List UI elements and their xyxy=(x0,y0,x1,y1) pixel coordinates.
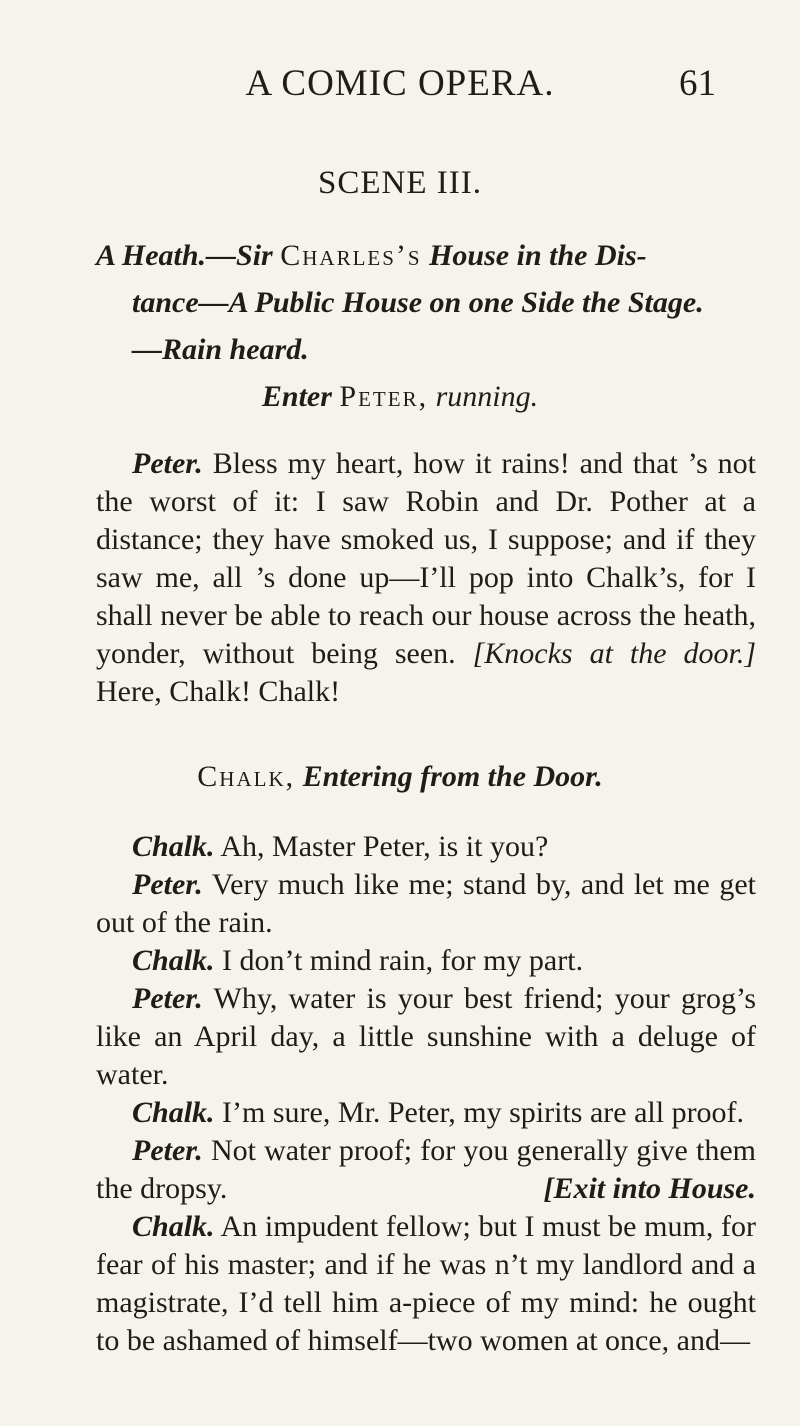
page-number: 61 xyxy=(679,63,716,104)
speaker-name: Peter. xyxy=(132,982,203,1015)
speaker-name: Chalk. xyxy=(132,1210,215,1243)
line-text: Ah, Master Peter, is it you? xyxy=(214,830,549,863)
inline-stage-direction: [Knocks at the door.] xyxy=(472,637,757,670)
setting-charles: Charles’s xyxy=(280,239,422,272)
direction-running: running. xyxy=(435,380,539,413)
running-head xyxy=(0,62,800,112)
setting-line-3: —Rain heard. xyxy=(132,333,309,366)
speaker-name: Peter. xyxy=(132,868,203,901)
speaker-name: Peter. xyxy=(132,447,203,480)
scene-heading: SCENE III. xyxy=(318,165,482,201)
stage-direction-chalk-enters xyxy=(0,760,800,794)
speech-text-end: Here, Chalk! Chalk! xyxy=(96,675,341,708)
dialogue-line xyxy=(96,1208,756,1360)
line-text: Not water proof; for you generally give them the dropsy. xyxy=(96,1134,756,1205)
dialogue-line xyxy=(96,942,756,980)
speaker-name: Chalk. xyxy=(132,944,215,977)
dialogue-line xyxy=(96,1094,756,1132)
stage-direction-enter-peter xyxy=(0,380,800,414)
speech-text: Bless my heart, how it rains! and that ’s not the worst of it: I saw Robin and Dr. Pother at a distance; they have smoked us, I suppose; and if they saw me, all ’s done up—I’ll pop into Chalk’s, for I shall never be able to reach our house across the heath, yonder, without being seen. xyxy=(96,447,756,670)
dialogue-line xyxy=(96,866,756,942)
direction-entering: Entering from the Door. xyxy=(302,760,603,793)
dialogue-line xyxy=(96,1132,756,1208)
speaker-name: Chalk. xyxy=(132,1096,215,1129)
dialogue-block xyxy=(96,828,756,1360)
speech xyxy=(96,445,756,711)
dialogue-line xyxy=(96,828,756,866)
running-title: A COMIC OPERA. xyxy=(245,63,555,104)
setting-line-1 xyxy=(96,232,756,279)
line-text: Very much like me; stand by, and let me get out of the rain. xyxy=(96,868,756,939)
line-text: Why, water is your best friend; your grog’s like an April day, a little sunshine with a deluge of water. xyxy=(96,982,756,1091)
setting-line-2: tance—A Public House on one Side the Stage. xyxy=(132,286,704,319)
direction-peter: Peter, xyxy=(339,380,429,413)
direction-chalk: Chalk, xyxy=(197,760,296,793)
line-text: I’m sure, Mr. Peter, my spirits are all proof. xyxy=(214,1096,745,1129)
dialogue-line xyxy=(96,980,756,1094)
speaker-name: Chalk. xyxy=(132,830,215,863)
speaker-name: Peter. xyxy=(132,1134,203,1167)
scene-setting xyxy=(96,232,756,373)
exit-direction: [Exit into House. xyxy=(543,1172,756,1205)
setting-place: A Heath. xyxy=(96,239,207,272)
line-text: I don’t mind rain, for my part. xyxy=(214,944,584,977)
direction-enter: Enter xyxy=(261,380,332,413)
line-text: An impudent fellow; but I must be mum, for fear of his master; and if he was n’t my landlord and a magistrate, I’d tell him a-piece of my mind: he ought to be ashamed of himself—two women at once, and— xyxy=(96,1210,756,1357)
setting-house: House in the Dis- xyxy=(421,239,647,272)
speech-block-peter xyxy=(96,445,756,711)
setting-sir: —Sir xyxy=(206,239,281,272)
